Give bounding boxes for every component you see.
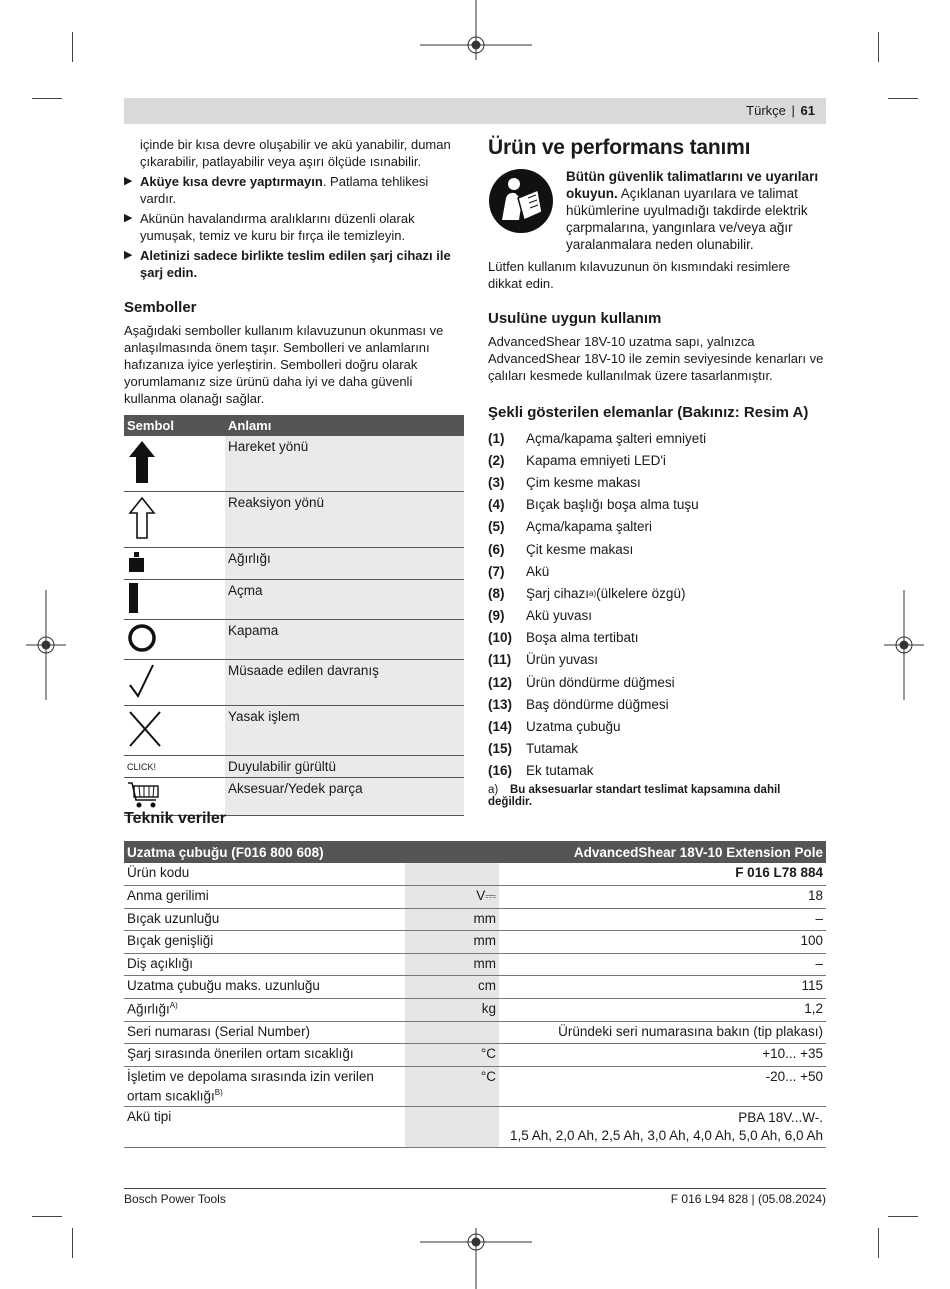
- list-item: (16) Ek tutamak: [488, 763, 594, 779]
- symbol-meaning: Açma: [225, 580, 464, 620]
- registration-mark-left: [26, 590, 66, 700]
- table-row: Akü tipi PBA 18V...W-. 1,5 Ah, 2,0 Ah, 2,5 Ah, 3,0 Ah, 4,0 Ah, 5,0 Ah, 6,0 Ah: [124, 1107, 826, 1148]
- cross-icon: [124, 706, 225, 756]
- table-row: Şarj sırasında önerilen ortam sıcaklığı °C +10... +35: [124, 1044, 826, 1067]
- components-heading: Şekli gösterilen elemanlar (Bakınız: Resim A): [488, 404, 809, 421]
- list-item: (8) Şarj cihazı a) (ülkelere özgü): [488, 585, 686, 601]
- list-item: (3) Çim kesme makası: [488, 474, 641, 490]
- symbol-meaning: Duyulabilir gürültü: [225, 756, 464, 778]
- crop-mark: [72, 32, 73, 62]
- list-item: (5) Açma/kapama şalteri: [488, 519, 653, 535]
- list-item: (2) Kapama emniyeti LED'i: [488, 452, 666, 468]
- bullet-item: ▶ Aküye kısa devre yaptırmayın. Patlama tehlikesi vardır.: [124, 174, 429, 206]
- list-item: (14) Uzatma çubuğu: [488, 719, 621, 735]
- table-row: Bıçak uzunluğu mm –: [124, 908, 826, 931]
- page-number: 61: [800, 103, 815, 118]
- intended-use-text: AdvancedShear 18V-10 uzatma sapı, yalnızca AdvancedShear 18V-10 ile zemin seviyesinde kenarları ve çalıları kesmede kullanılmak üzere tasarlanmıştır.: [488, 334, 824, 383]
- col-header-symbol: Sembol: [124, 415, 225, 436]
- symbols-table: [124, 415, 464, 816]
- list-item: (10) Boşa alma tertibatı: [488, 630, 639, 646]
- table-row: Seri numarası (Serial Number) Üründeki seri numarasına bakın (tip plakası): [124, 1021, 826, 1044]
- crop-mark: [32, 1216, 62, 1217]
- table-row: Diş açıklığı mm –: [124, 953, 826, 976]
- bullet-item: ▶ Aletinizi sadece birlikte teslim edilen şarj cihazı ile şarj edin.: [124, 248, 451, 280]
- list-item: (15) Tutamak: [488, 741, 579, 757]
- crop-mark: [888, 1216, 918, 1217]
- bullet-item: ▶ Akünün havalandırma aralıklarını düzenli olarak yumuşak, temiz ve kuru bir fırça ile temizleyin.: [124, 211, 415, 243]
- list-item: (6) Çit kesme makası: [488, 541, 634, 557]
- symbols-text: Aşağıdaki semboller kullanım kılavuzunun okunması ve anlaşılmasında önem taşır. Sembolleri ve anlamlarını hafızanıza iyice yerleştirin. Sembolleri doğru olarak yorumlamanız size ürünü daha iyi ve daha güvenli kullanma olanağı sağlar.: [124, 323, 444, 406]
- click-label: CLICK!: [124, 756, 225, 778]
- header-bar: [124, 98, 826, 124]
- symbol-meaning: Kapama: [225, 620, 464, 660]
- symbol-meaning: Müsaade edilen davranış: [225, 660, 464, 706]
- on-bar-icon: [124, 580, 225, 620]
- symbol-meaning: Hareket yönü: [225, 436, 464, 492]
- warning-bold: Bütün güvenlik talimatlarını ve uyarıları okuyun.: [566, 169, 819, 201]
- table-row: Bıçak genişliği mm 100: [124, 931, 826, 954]
- table-row: Anma gerilimi V⎓ 18: [124, 886, 826, 909]
- symbol-meaning: Yasak işlem: [225, 706, 464, 756]
- footer-right: F 016 L94 828 | (05.08.2024): [670, 1192, 826, 1206]
- table-row: Ürün kodu F 016 L78 884: [124, 863, 826, 886]
- list-item: (9) Akü yuvası: [488, 608, 593, 624]
- list-item: (7) Akü: [488, 563, 550, 579]
- components-list: [488, 427, 826, 782]
- bullet-arrow-icon: ▶: [124, 249, 133, 261]
- symbol-meaning: Reaksiyon yönü: [225, 492, 464, 548]
- list-item: (4) Bıçak başlığı boşa alma tuşu: [488, 497, 699, 513]
- footnote: a) Bu aksesuarlar standart teslimat kapsamına dahil değildir.: [488, 784, 781, 808]
- tech-table: [124, 841, 826, 1148]
- crop-mark: [72, 1228, 73, 1258]
- list-item: (12) Ürün döndürme düğmesi: [488, 674, 675, 690]
- page-header: Türkçe | 61: [746, 103, 815, 118]
- intro-text: içinde bir kısa devre oluşabilir ve akü yanabilir, duman çıkarabilir, patlayabilir veya aşırı ölçüde ısınabilir.: [140, 137, 451, 169]
- intended-use-heading: Usulüne uygun kullanım: [488, 310, 662, 327]
- tech-header-left: Uzatma çubuğu (F016 800 608): [124, 841, 499, 863]
- registration-mark-top: [420, 0, 532, 60]
- symbol-meaning: Aksesuar/Yedek parça: [225, 778, 464, 816]
- symbols-heading: Semboller: [124, 299, 197, 316]
- outline-arrow-icon: [124, 492, 225, 548]
- list-item: (11) Ürün yuvası: [488, 652, 599, 668]
- filled-arrow-icon: [124, 436, 225, 492]
- table-row: İşletim ve depolama sırasında izin verilen ortam sıcaklığı$^{B)}$ °C -20... +50: [124, 1066, 826, 1107]
- bullet-arrow-icon: ▶: [124, 175, 133, 187]
- registration-mark-bottom: [420, 1228, 532, 1289]
- table-row: Ağırlığı$^{A)}$ kg 1,2: [124, 999, 826, 1022]
- check-icon: [124, 660, 225, 706]
- off-circle-icon: [124, 620, 225, 660]
- bullet-arrow-icon: ▶: [124, 212, 133, 224]
- col-header-meaning: Anlamı: [225, 415, 464, 436]
- list-item: (13) Baş döndürme düğmesi: [488, 696, 669, 712]
- weight-icon: [124, 548, 225, 580]
- header-language: Türkçe: [746, 103, 786, 118]
- footer-left: Bosch Power Tools: [124, 1192, 226, 1206]
- section-title: Ürün ve performans tanımı: [488, 136, 751, 159]
- symbol-meaning: Ağırlığı: [225, 548, 464, 580]
- crop-mark: [878, 32, 879, 62]
- images-note: Lütfen kullanım kılavuzunun ön kısmındaki resimlere dikkat edin.: [488, 259, 791, 291]
- left-column: [124, 136, 464, 816]
- right-column: [488, 136, 826, 808]
- warning-text: Açıklanan uyarılara ve talimat hükümlerine uyulmadığı takdirde elektrik çarpmalarına, yangınlara ve/veya ağır yaralanmalara neden olunabilir.: [566, 186, 808, 252]
- safety-warning: [488, 168, 826, 253]
- registration-mark-right: [884, 590, 924, 700]
- read-manual-icon: [488, 168, 554, 234]
- footer-rule: [124, 1188, 826, 1189]
- crop-mark: [878, 1228, 879, 1258]
- list-item: (1) Açma/kapama şalteri emniyeti: [488, 430, 707, 446]
- crop-mark: [32, 98, 62, 99]
- tech-header-right: AdvancedShear 18V-10 Extension Pole: [499, 841, 826, 863]
- tech-heading: Teknik veriler: [124, 810, 226, 827]
- table-row: Uzatma çubuğu maks. uzunluğu cm 115: [124, 976, 826, 999]
- crop-mark: [888, 98, 918, 99]
